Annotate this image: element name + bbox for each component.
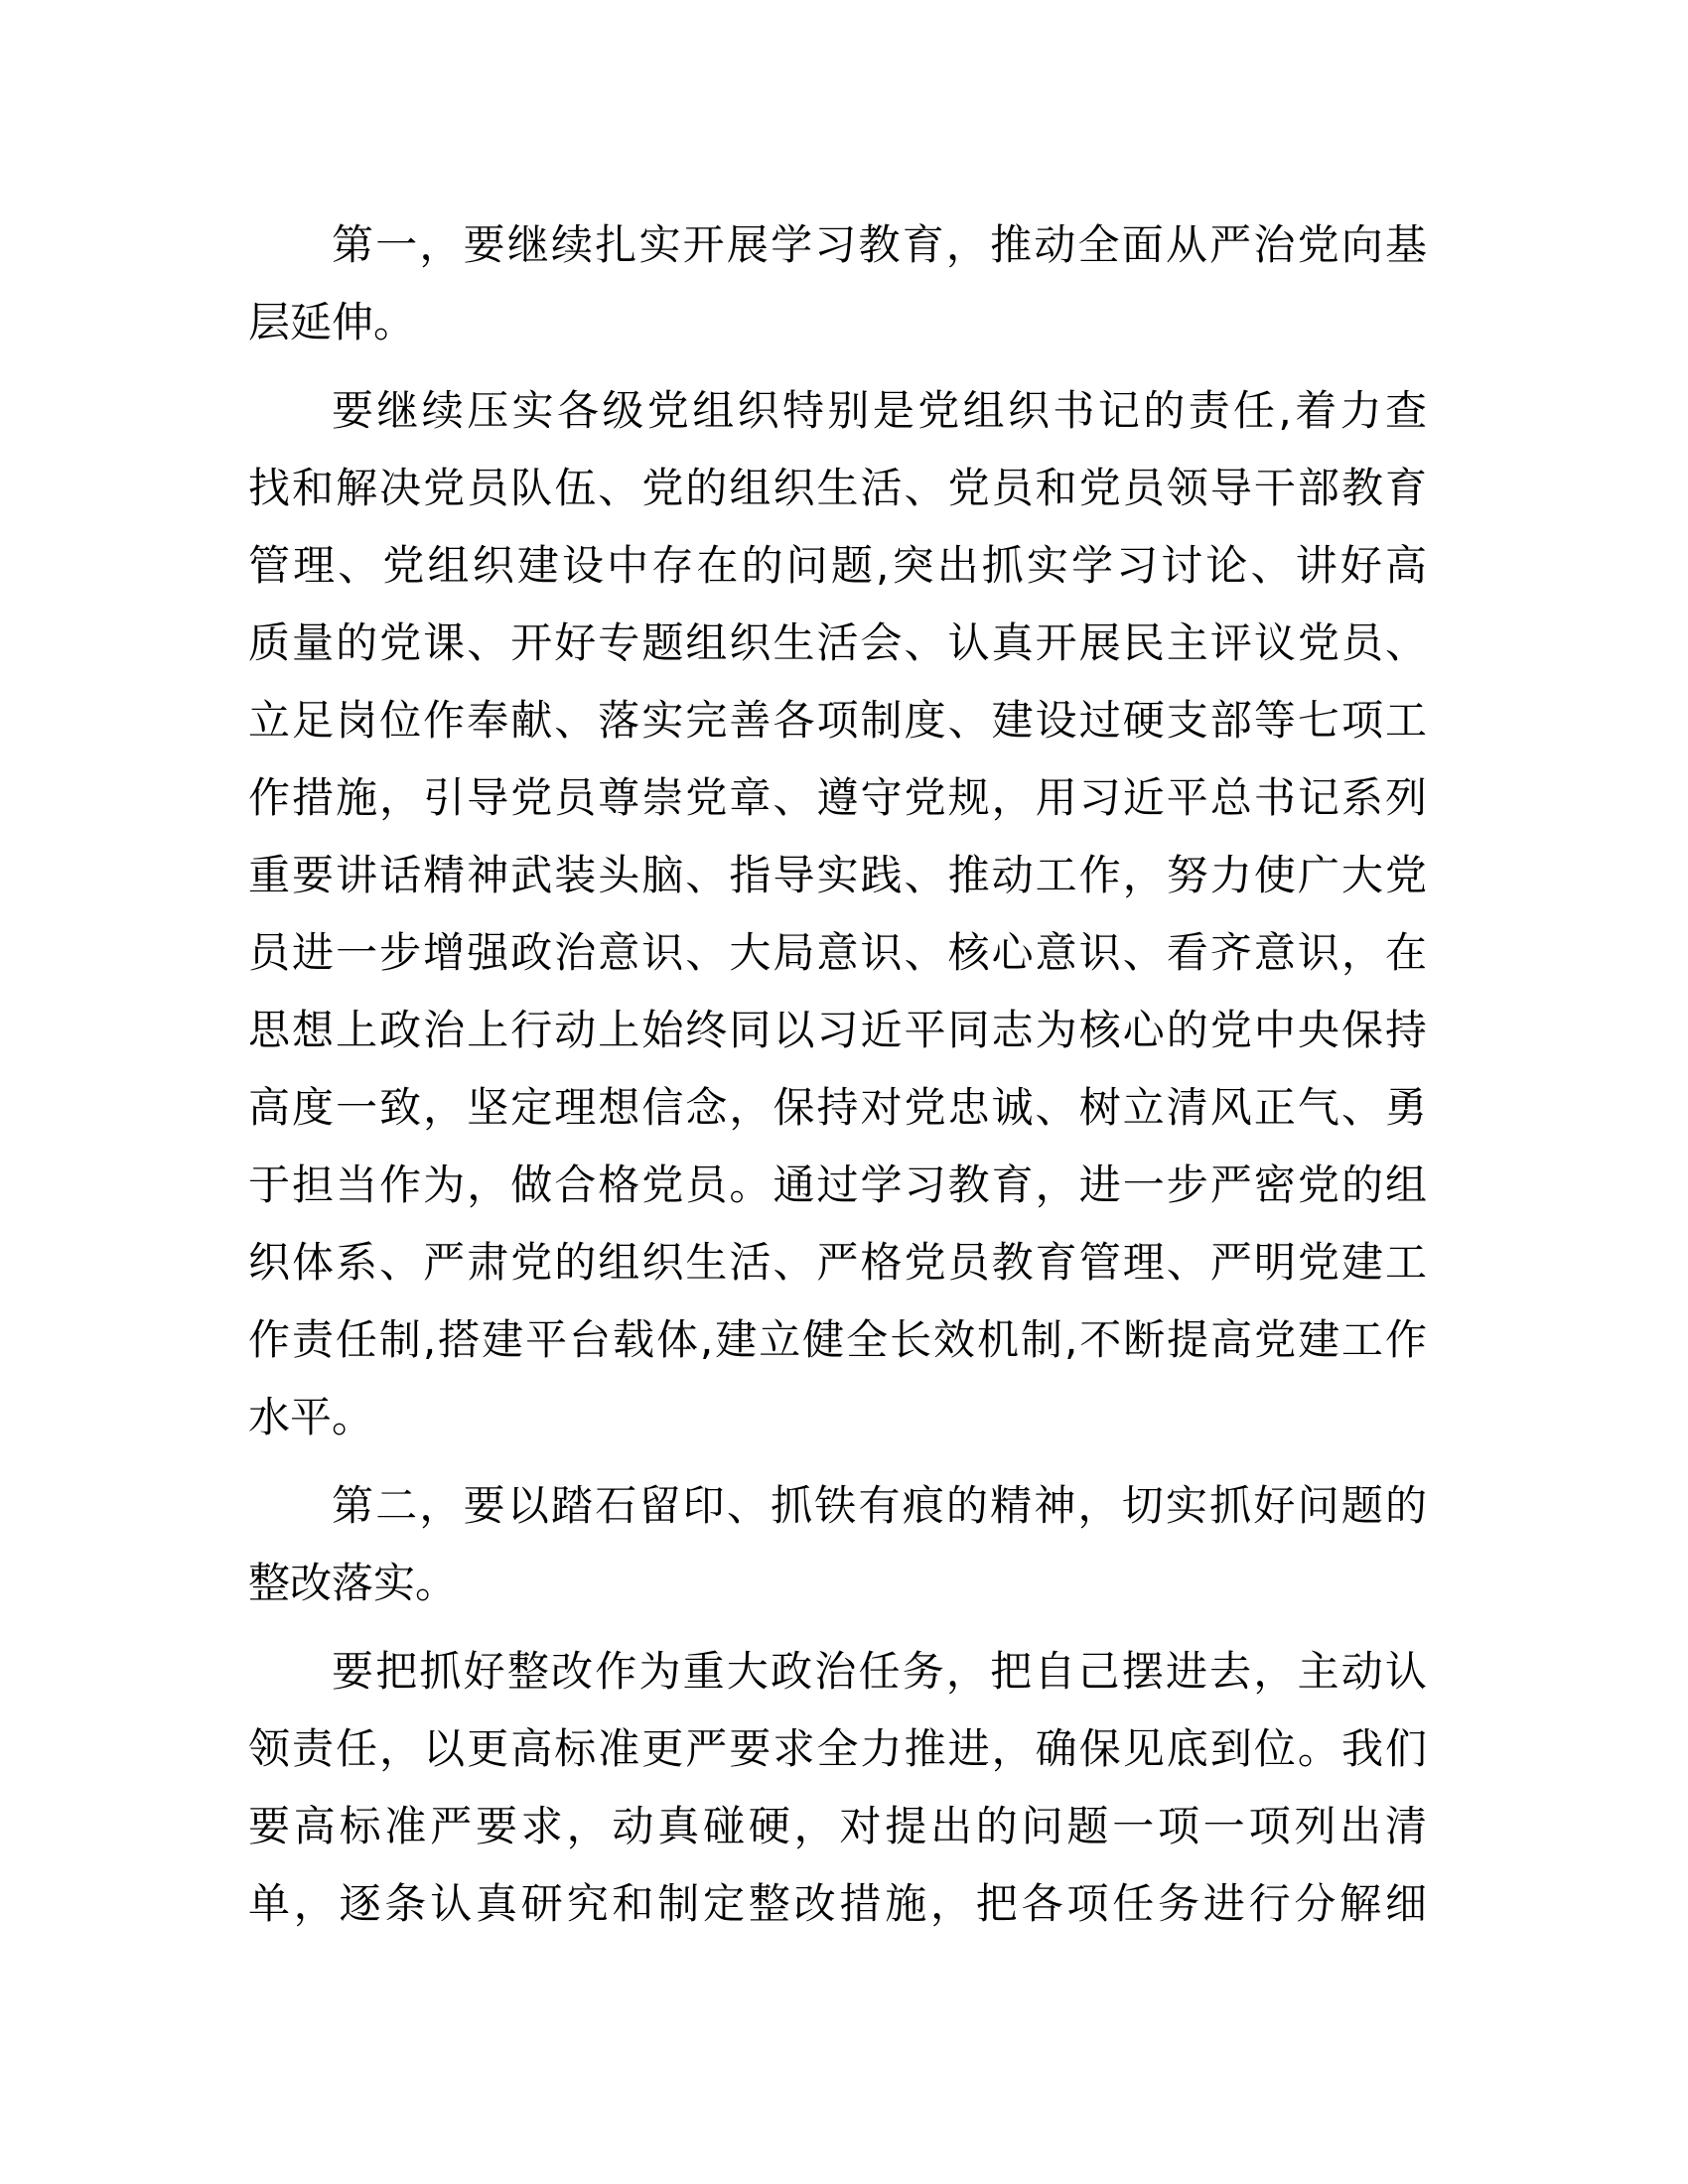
text-line: 立足岗位作奉献、落实完善各项制度、建设过硬支部等七项工 — [248, 696, 1427, 745]
paragraph — [248, 1467, 1427, 1622]
document-body — [248, 206, 1427, 1954]
paragraph — [248, 206, 1427, 361]
text-line: 重要讲话精神武装头脑、指导实践、推动工作，努力使广大党 — [248, 851, 1427, 899]
text-line: 作措施，引导党员尊崇党章、遵守党规，用习近平总书记系列 — [248, 773, 1427, 822]
text-line: 要高标准严要求，动真碰硬，对提出的问题一项一项列出清 — [248, 1802, 1427, 1850]
paragraph — [248, 372, 1427, 1456]
text-line: 层延伸。 — [248, 298, 416, 346]
text-line: 第二，要以踏石留印、抓铁有痕的精神，切实抓好问题的 — [332, 1481, 1427, 1530]
text-line: 第一，要继续扎实开展学习教育，推动全面从严治党向基 — [332, 220, 1427, 269]
text-line: 找和解决党员队伍、党的组织生活、党员和党员领导干部教育 — [248, 464, 1427, 512]
text-line: 质量的党课、开好专题组织生活会、认真开展民主评议党员、 — [248, 618, 1427, 667]
text-line: 作责任制,搭建平台载体,建立健全长效机制,不断提高党建工作 — [248, 1315, 1427, 1364]
text-line: 单，逐条认真研究和制定整改措施，把各项任务进行分解细 — [248, 1879, 1427, 1928]
text-line: 员进一步增强政治意识、大局意识、核心意识、看齐意识，在 — [248, 928, 1427, 977]
text-line: 要把抓好整改作为重大政治任务，把自己摆进去，主动认 — [332, 1647, 1427, 1696]
text-line: 思想上政治上行动上始终同以习近平同志为核心的党中央保持 — [248, 1006, 1427, 1054]
text-line: 领责任，以更高标准更严要求全力推进，确保见底到位。我们 — [248, 1724, 1427, 1773]
text-line: 整改落实。 — [248, 1559, 458, 1607]
text-line: 于担当作为，做合格党员。通过学习教育，进一步严密党的组 — [248, 1160, 1427, 1209]
text-line: 水平。 — [248, 1393, 374, 1441]
paragraph — [248, 1633, 1427, 1943]
text-line: 管理、党组织建设中存在的问题,突出抓实学习讨论、讲好高 — [248, 541, 1427, 590]
text-line: 织体系、严肃党的组织生活、严格党员教育管理、严明党建工 — [248, 1238, 1427, 1287]
text-line: 高度一致，坚定理想信念，保持对党忠诚、树立清风正气、勇 — [248, 1083, 1427, 1132]
text-line: 要继续压实各级党组织特别是党组织书记的责任,着力查 — [332, 386, 1427, 435]
